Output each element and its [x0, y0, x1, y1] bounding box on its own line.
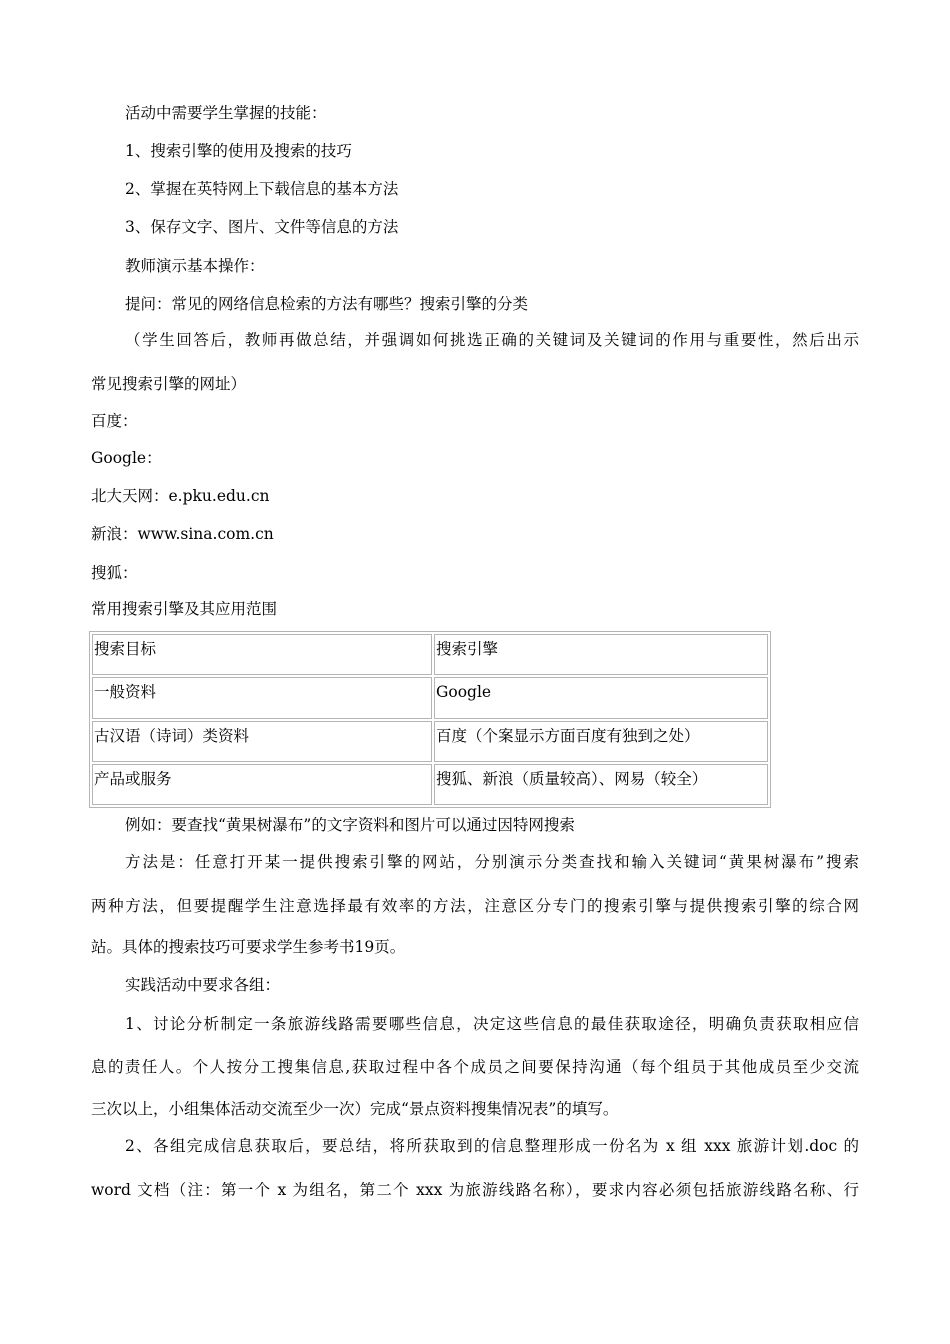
table-caption: 常用搜索引擎及其应用范围	[91, 600, 278, 618]
summary-paragraph-line1: （学生回答后，教师再做总结，并强调如何挑选正确的关键词及关键词的作用与重要性，然后出示	[125, 331, 859, 349]
table-header-cell: 搜索目标	[92, 634, 432, 675]
engine-pku: 北大天网：e.pku.edu.cn	[91, 487, 270, 505]
table-cell: 产品或服务	[92, 764, 432, 805]
demo-heading: 教师演示基本操作：	[125, 257, 265, 275]
engine-sina: 新浪：www.sina.com.cn	[91, 525, 274, 543]
table-cell: 一般资料	[92, 677, 432, 718]
table-header-row	[92, 634, 768, 675]
practice-heading: 实践活动中要求各组：	[125, 976, 281, 994]
skills-heading: 活动中需要学生掌握的技能：	[125, 104, 327, 122]
table-cell: Google	[434, 677, 768, 718]
table-row	[92, 677, 768, 718]
summary-paragraph-line2: 常见搜索引擎的网址）	[91, 375, 247, 393]
method-paragraph-line1: 方法是：任意打开某一提供搜索引擎的网站，分别演示分类查找和输入关键词“黄果树瀑布”搜索	[125, 853, 859, 871]
table-cell: 古汉语（诗词）类资料	[92, 721, 432, 762]
requirement-2-line2: word 文档（注：第一个 x 为组名，第二个 xxx 为旅游线路名称），要求内容必须包括旅游线路名称、行	[91, 1181, 859, 1199]
table-cell: 百度（个案显示方面百度有独到之处）	[434, 721, 768, 762]
engine-sohu: 搜狐：	[91, 564, 138, 582]
engine-google: Google：	[91, 449, 162, 467]
requirement-1-line2: 息的责任人。个人按分工搜集信息,获取过程中各个成员之间要保持沟通（每个组员于其他成员至少交流	[91, 1058, 859, 1076]
table-row	[92, 721, 768, 762]
question-paragraph: 提问：常见的网络信息检索的方法有哪些？搜索引擎的分类	[125, 295, 529, 313]
skill-item-1: 1、搜索引擎的使用及搜索的技巧	[125, 142, 352, 160]
engine-baidu: 百度：	[91, 412, 138, 430]
requirement-2-line1: 2、各组完成信息获取后，要总结，将所获取到的信息整理形成一份名为 x 组 xxx 旅游计划.doc 的	[125, 1137, 859, 1155]
table-header-cell: 搜索引擎	[434, 634, 768, 675]
method-paragraph-line3: 站。具体的搜索技巧可要求学生参考书19页。	[91, 938, 406, 956]
requirement-1-line3: 三次以上，小组集体活动交流至少一次）完成“景点资料搜集情况表”的填写。	[91, 1100, 619, 1118]
search-engine-table	[89, 631, 771, 808]
method-paragraph-line2: 两种方法，但要提醒学生注意选择最有效率的方法，注意区分专门的搜索引擎与提供搜索引擎的综合网	[91, 897, 859, 915]
skill-item-2: 2、掌握在英特网上下载信息的基本方法	[125, 180, 399, 198]
skill-item-3: 3、保存文字、图片、文件等信息的方法	[125, 218, 399, 236]
example-paragraph: 例如：要查找“黄果树瀑布”的文字资料和图片可以通过因特网搜索	[125, 816, 575, 834]
table-row	[92, 764, 768, 805]
requirement-1-line1: 1、讨论分析制定一条旅游线路需要哪些信息，决定这些信息的最佳获取途径，明确负责获取相应信	[125, 1015, 859, 1033]
table-cell: 搜狐、新浪（质量较高）、网易（较全）	[434, 764, 768, 805]
